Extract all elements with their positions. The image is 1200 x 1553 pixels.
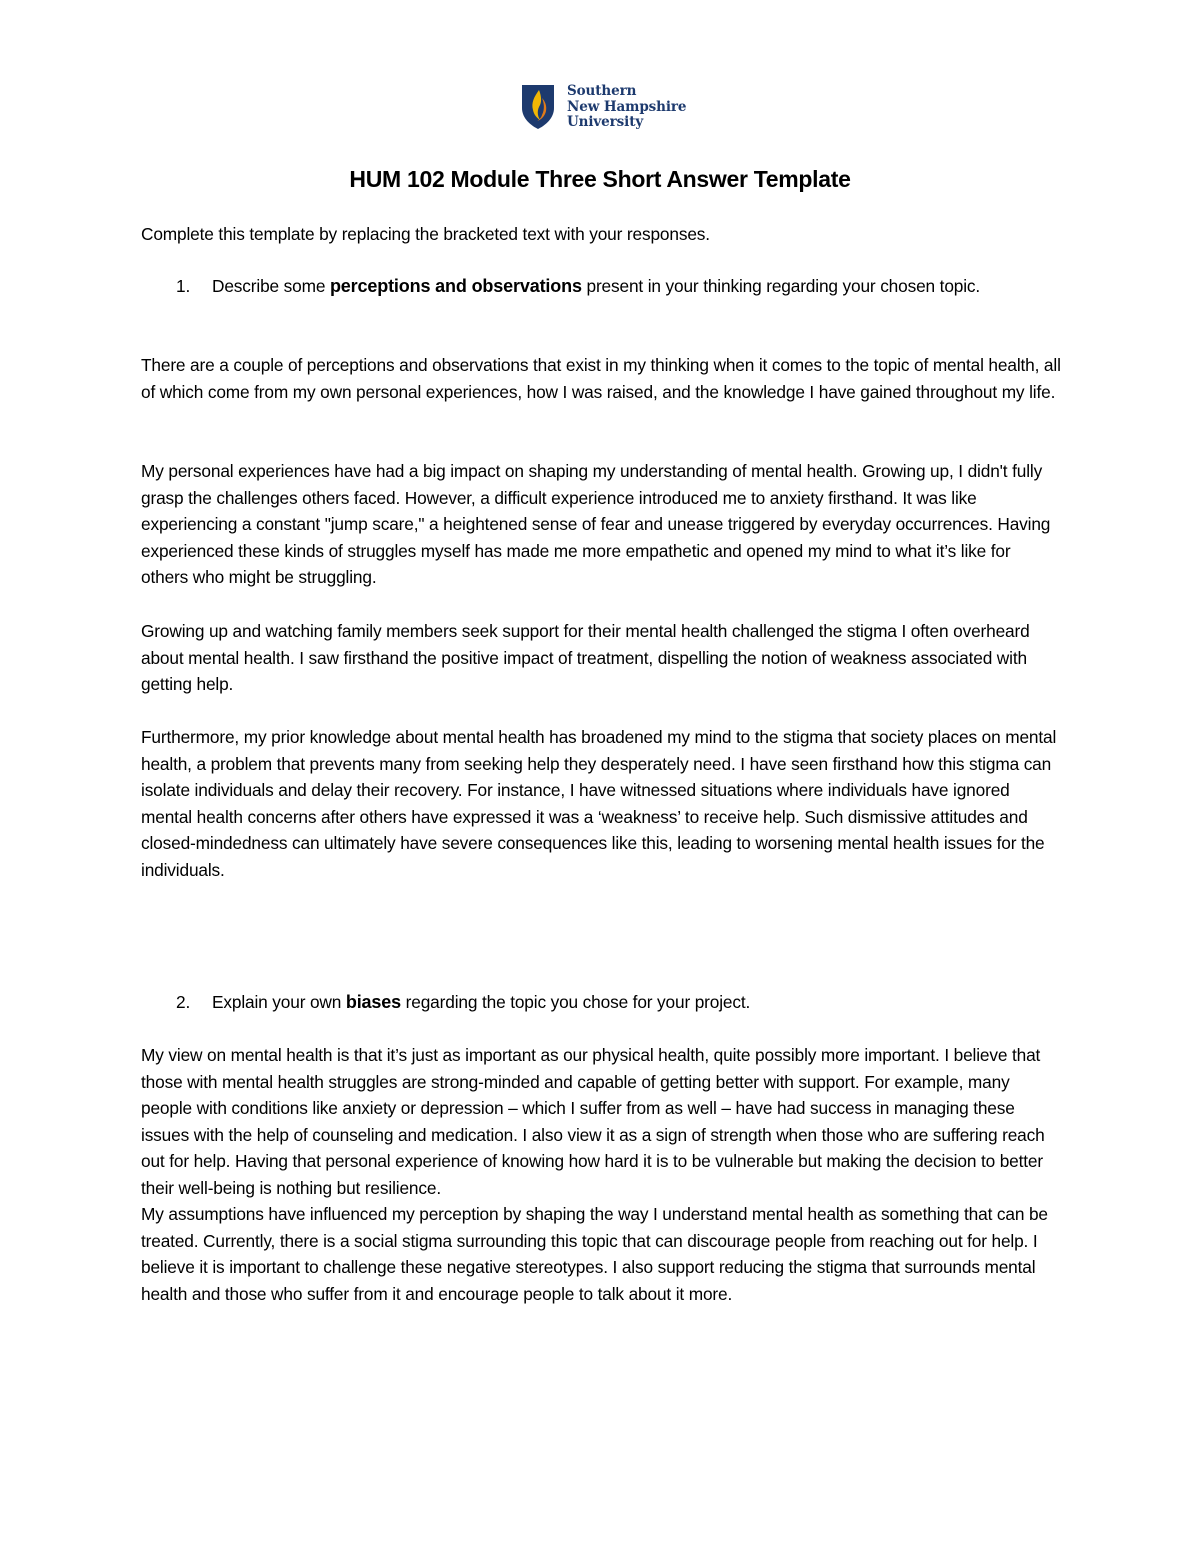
- answer-1-text-2: My personal experiences have had a big impact on shaping my understanding of mental health. Growing up, I didn't fully grasp the challenges others faced. However, a difficult experience introduced me to anxiety firsthand. It was like experiencing a constant "jump scare," a heightened sense of fear and unease triggered by everyday occurrences. Having experienced these kinds of struggles myself has made me more empathetic and opened my mind to what it’s like for others who might be struggling.: [141, 461, 1051, 587]
- logo-line-3: University: [567, 114, 644, 130]
- question-2-keyword: biases: [345, 992, 401, 1012]
- answer-1-text-3: Growing up and watching family members seek support for their mental health challenged the stigma I often overheard about mental health. I saw firsthand the positive impact of treatment, dispelling the notion of weakness associated with getting help.: [141, 621, 1030, 694]
- question-2-number: 2.: [176, 992, 191, 1012]
- logo-line-2: New Hampshire: [567, 98, 687, 115]
- page-title: HUM 102 Module Three Short Answer Template: [349, 166, 851, 192]
- logo-line-1: Southern: [567, 83, 637, 99]
- answer-2-text-2: My assumptions have influenced my perception by shaping the way I understand mental health as something that can be treated. Currently, there is a social stigma surrounding this topic that can discourage people from reaching out for help. I believe it is important to challenge these negative stereotypes. I also support reducing the stigma that surrounds mental health and those who suffer from it and encourage people to talk about it more.: [141, 1204, 1048, 1304]
- answer-1-text-1: There are a couple of perceptions and observations that exist in my thinking when it comes to the topic of mental health, all of which come from my own personal experiences, how I was raised, and the knowledge I have gained throughout my life.: [141, 355, 1061, 402]
- question-2-text-end: regarding the topic you chose for your project.: [401, 992, 751, 1012]
- answer-1-paragraph-2: [141, 458, 1061, 591]
- snhu-shield-icon: [521, 84, 555, 130]
- instructions-text: Complete this template by replacing the bracketed text with your responses.: [141, 224, 710, 244]
- snhu-logo: [521, 84, 691, 134]
- question-2-text-start: Explain your own: [212, 992, 346, 1012]
- question-1-text-start: Describe some: [212, 276, 330, 296]
- question-1-text-end: present in your thinking regarding your chosen topic.: [581, 276, 981, 296]
- question-1-number: 1.: [176, 276, 191, 296]
- answer-1-paragraph-1: [141, 352, 1061, 405]
- question-2-text: [212, 989, 1042, 1016]
- answer-2-text-1: My view on mental health is that it’s just as important as our physical health, quite possibly more important. I believe that those with mental health struggles are strong-minded and capable of getting better with support. For example, many people with conditions like anxiety or depression – which I suffer from as well – have had success in managing these issues with the help of counseling and medication. I also view it as a sign of strength when those who are suffering reach out for help. Having that personal experience of knowing how hard it is to be vulnerable but making the decision to better their well-being is nothing but resilience.: [141, 1045, 1045, 1198]
- snhu-wordmark: [567, 84, 686, 131]
- answer-1-paragraph-4: [141, 724, 1061, 883]
- answer-2-paragraph-1: [141, 1042, 1061, 1307]
- question-1-keyword: perceptions and observations: [329, 276, 582, 296]
- answer-1-paragraph-3: [141, 618, 1061, 698]
- answer-1-text-4: Furthermore, my prior knowledge about mental health has broadened my mind to the stigma that society places on mental health, a problem that prevents many from seeking help they desperately need. I have seen firsthand how this stigma can isolate individuals and delay their recovery. For instance, I have witnessed situations where individuals have ignored mental health concerns after others have expressed it was a ‘weakness’ to receive help. Such dismissive attitudes and closed-mindedness can ultimately have severe consequences like this, leading to worsening mental health issues for the individuals.: [141, 727, 1057, 880]
- instructions: [141, 221, 1061, 248]
- question-1-text: [212, 273, 1042, 300]
